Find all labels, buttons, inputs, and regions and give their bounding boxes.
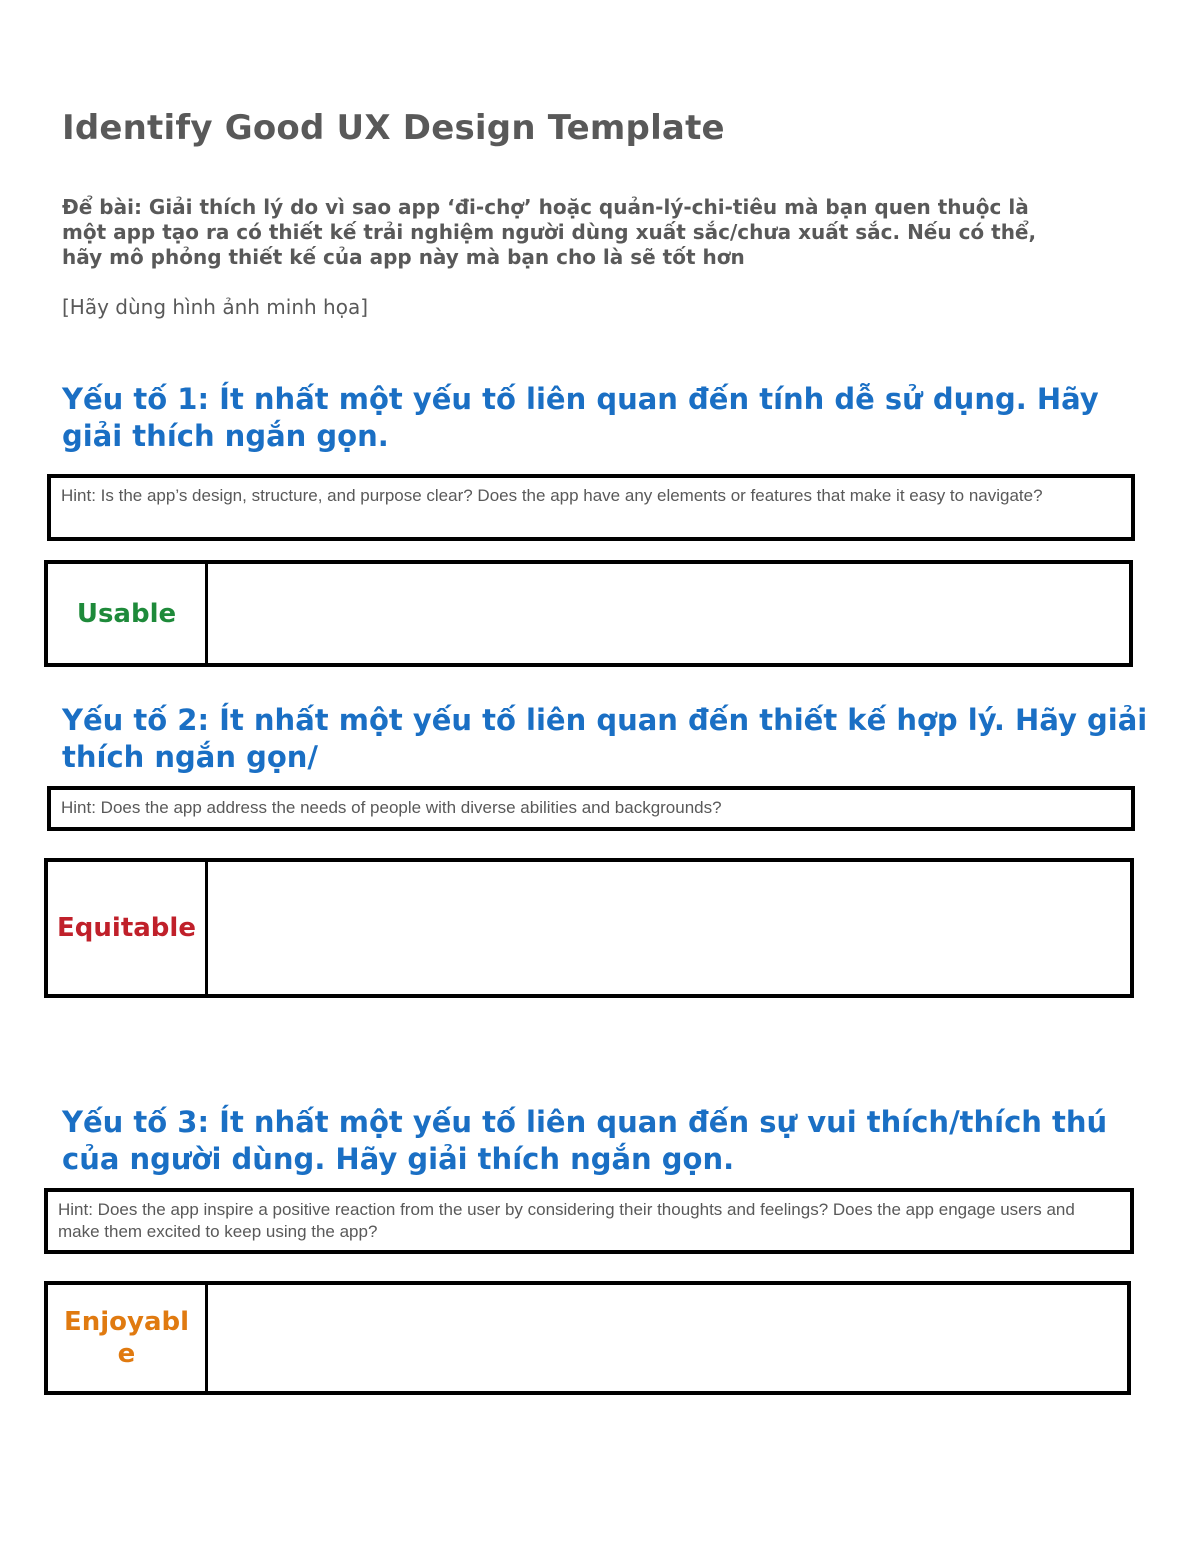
- section-1-answer-row: [44, 560, 1133, 667]
- assignment-prompt: Để bài: Giải thích lý do vì sao app ‘đi-chợ’ hoặc quản-lý-chi-tiêu mà bạn quen thuộc là một app tạo ra có thiết kế trải nghiệm người dùng xuất sắc/chưa xuất sắc. Nếu có thể, hãy mô phỏng thiết kế của app này mà bạn cho là sẽ tốt hơn: [62, 195, 1037, 269]
- section-3-hint: Hint: Does the app inspire a positive reaction from the user by considering their thoughts and feelings? Does the app engage users and make them excited to keep using the app?: [44, 1188, 1134, 1254]
- section-1-answer-field[interactable]: [208, 564, 1129, 663]
- page-title: Identify Good UX Design Template: [62, 108, 725, 148]
- section-2-label: Equitable: [48, 862, 208, 994]
- section-3-label: Enjoyable: [48, 1285, 208, 1391]
- illustration-note: [Hãy dùng hình ảnh minh họa]: [62, 295, 369, 319]
- section-2-heading: Yếu tố 2: Ít nhất một yếu tố liên quan đến thiết kế hợp lý. Hãy giải thích ngắn gọn/: [62, 703, 1148, 774]
- section-3-heading: Yếu tố 3: Ít nhất một yếu tố liên quan đến sự vui thích/thích thú của người dùng. Hãy giải thích ngắn gọn.: [62, 1105, 1108, 1176]
- section-3-answer-field[interactable]: [208, 1285, 1127, 1391]
- section-2-answer-field[interactable]: [208, 862, 1130, 994]
- section-2-hint: Hint: Does the app address the needs of people with diverse abilities and backgrounds?: [47, 786, 1135, 831]
- section-2-answer-row: [44, 858, 1134, 998]
- section-1-hint: Hint: Is the app’s design, structure, and purpose clear? Does the app have any elements or features that make it easy to navigate?: [47, 474, 1135, 541]
- section-1-label: Usable: [48, 564, 208, 663]
- section-1-heading: Yếu tố 1: Ít nhất một yếu tố liên quan đến tính dễ sử dụng. Hãy giải thích ngắn gọn.: [62, 382, 1099, 453]
- section-3-answer-row: [44, 1281, 1131, 1395]
